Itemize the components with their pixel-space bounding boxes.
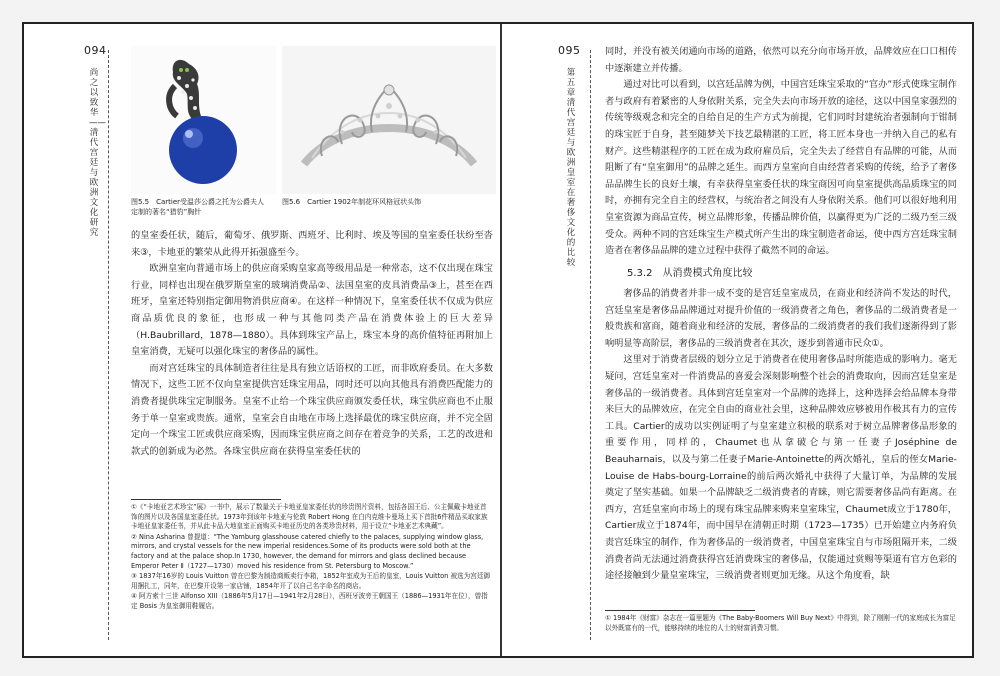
right-body-text-bottom	[605, 286, 957, 604]
right-page-number: 095	[558, 44, 581, 57]
right-running-head: 第五章 清代宫廷与欧洲皇室在奢侈文化的比较	[566, 68, 584, 268]
left-body-text	[131, 228, 493, 496]
left-paragraph: 欧洲皇室向普通市场上的供应商采购皇家高等级用品是一种常态，这不仅出现在珠宝行业，同样也出现在俄罗斯皇室的玻璃消费品②、法国皇室的皮具消费品③上，甚至在西班牙，皇室还特别指定御用物消供应商④。在这样一种情况下，皇室委任状不仅成为供应商品质优良的象征，也形成一种与其他同类产品在消费体验上的巨大差异（H.Baubrillard，1878—1880）。具体到珠宝产品上，珠宝本身的高价值特征再附加上皇室消费，无疑可以强化珠宝的奢侈品的属性。	[131, 263, 493, 358]
figure-5-6-caption: 图5.6 Cartier 1902年制花环风格冠状头饰	[282, 198, 422, 206]
right-paragraph: 奢侈品的消费者并非一成不变的是宫廷皇室成员，在商业和经济尚不发达的时代，宫廷皇室是奢侈品品牌通过对提升价值的一级消费者之角色，奢侈品的二级消费者是一般贵族和富商，随着商业和经济的发展，奢侈品的二级消费者的我们我们逐渐得到了影响明显等高阶层，奢侈品的三级消费者在其次，逐步到普通市民众①。	[605, 288, 957, 349]
left-running-head: 尚之以致华——清代宫廷与欧洲文化研究	[89, 68, 106, 238]
footnote: ① 1984年《财富》杂志在一篇里题为《The Baby-Boomers Will Buy Next》中得到，除了刚刚一代的家庭成长为富足以外既富有的一代，能够持续的地位的人士的财富消费习惯。	[605, 614, 956, 632]
left-paragraph: 而对宫廷珠宝的具体制造者往往是具有独立话语权的工匠，而非欧府委员。在大多数情况下，这些工匠不仅向皇室提供宫廷珠宝用品，同时还可以向其他具有消费匹配能力的消费者提供珠宝定制服务。皇室不止给一个珠宝供应商颁发委任状，珠宝供应商也不止服务于单一皇室或贵族。通常，皇室会自由地在市场上选择最优的珠宝供应商，并不完全固定向一个珠宝工匠或供应商采购，因而珠宝供应商之间存在着竞争的关系，工艺的改进和款式的创新成为必然。各珠宝供应商在获得皇室委任状的	[131, 362, 493, 457]
left-margin-rule	[108, 50, 109, 640]
right-body-text-top	[605, 44, 957, 256]
figure-5-6	[282, 46, 496, 194]
panther-brooch-image	[131, 46, 276, 194]
book-spread	[22, 22, 974, 658]
figure-5-5-caption: 图5.5 Cartier受温莎公爵之托为公爵夫人定制的著名“猎豹”胸针	[131, 198, 265, 216]
right-page	[502, 24, 972, 656]
left-footnote-rule	[131, 499, 281, 500]
left-paragraph: 的皇室委任状，随后，葡萄牙、俄罗斯、西班牙、比利时、埃及等国的皇室委任状纷至沓来③，卡地亚的繁荣从此得开拓强盛至今。	[131, 230, 493, 258]
right-margin-rule	[590, 50, 591, 640]
right-footnotes	[605, 614, 957, 640]
left-page	[24, 24, 500, 656]
figure-row	[131, 46, 499, 194]
section-heading: 5.3.2 从消费模式角度比较	[627, 268, 753, 279]
footnote: ①《“卡地亚艺术珍宝”展》一书中，展示了数量关于卡地亚皇家委任状的珍贵图片资料，包括各国王后、公主佩戴卡地亚首饰的图片以及各国皇室委任状。1973年到该年卡地亚与伦敦 Robert Hong 在白内克维卡曼场上买下首批6件精品买取家族卡地亚皇家委任书，并从此卡品大地皇室正面购买卡地亚历史的各类珍贵材料，用于设立“卡地亚艺术典藏”。	[131, 503, 488, 531]
figure-5-5	[131, 46, 276, 194]
footnote: ④ 阿方索十三世 Alfonso XIII（1886年5月17日—1941年2月28日），西班牙波旁王朝国王（1886—1931年在位），曾指定 Bosis 为皇室御用鞋履店。	[131, 592, 488, 610]
right-paragraph: 通过对比可以看到，以宫廷品牌为例，中国宫廷珠宝采取的“官办”形式使珠宝制作者与政府有着紧密的人身依附关系，完全失去向市场开放的途径，这以中国皇家强烈的传统等级观念和完全的自给自足的生产方式为前提，它们同时封建统治者强制向于钳制的珠宝匠于自身，甚至随梦关下技艺最精湛的工匠，将工匠本身也一并纳入自己的私有财产。这些精湛程序的工匠在成为政府雇员后，完全失去了经营自有品牌的可能，从而阻断了有“皇室御用”的品牌之延生。而西方皇室向自由经营者采购的传统，给予了奢侈品品牌生长的良好土壤，有幸获得皇室委任状的珠宝商因可向皇室提供高品质珠宝的同时，亦拥有完全自主的经营权，与统治者之间没有人身依附关系。他们可以很好地利用皇室资源为商品宣传，树立品牌形象，传播品牌价值，以赢得更为广泛的二级乃至三级受众。两种不同的宫廷珠宝生产模式所产生出的珠宝制造者命运，使中西方宫廷珠宝制造者在奢侈品品牌的建立过程中获得了截然不同的命运。	[605, 79, 957, 256]
left-footnotes	[131, 503, 493, 633]
right-paragraph: 同时，并没有被关闭通向市场的道路，依然可以充分向市场开放，品牌效应在口口相传中逐渐建立并传播。	[605, 46, 957, 74]
tiara-image	[282, 46, 496, 194]
right-footnote-rule	[605, 610, 755, 611]
right-paragraph: 这里对于消费者层级的划分立足于消费者在使用奢侈品时所能造成的影响力。毫无疑问，宫廷皇室对一件消费品的喜爱会深刻影响整个社会的消费取向，因而宫廷皇室是奢侈品的一级消费者。具体到宫廷皇室对一个品牌的选择上，这种选择会给品牌本身带来巨大的品牌效应，在完全自由的商业社会里，这种品牌效应够被用作极其有力的宣传工具。Cartier的成功以实例证明了与皇室建立积极的联系对于树立品牌奢侈品形象的重要作用，同样的，Chaumet也从拿破仑与第一任妻子Joséphine de Beauharnais，以及与第二任妻子Marie-Antoinette的两次婚礼，皇后的侄女Marie-Louise de Habs-bourg-Lorraine的前后两次婚礼中获得了大量订单，为品牌的发展奠定了坚实基础。如果一个品牌缺乏二级消费者的青睐，则它需要奢侈品尚有距离。在西方，宫廷皇室向市场上的现有珠宝品牌来购来皇室珠宝，Chaumet成立于1780年，Cartier成立于1874年，而中国早在清朝正时期（1723—1735）已开始建立内务府负责宫廷珠宝的制作，作为奢侈品的一级消费者，中国皇室珠宝自与市场阻隔开来，二级消费者尚无法通过消费获得宫廷消费珠宝的奢侈品，仅能通过赏赐等渠道有官方色彩的途径接触到少量皇室珠宝，三级消费者则更加无缘。从这个角度看，缺	[605, 354, 957, 582]
footnote: ③ 1837年16岁的 Louis Vuitton 曾在巴黎为制造商贩卖行李箱，1852年室成为王后的皇室，Louis Vuitton 被选为宫廷御用捆扎工，同年，在巴黎开设第一家店铺，1854年开了以自己名字命名的商店。	[131, 572, 491, 590]
footnote: ② Nina Asharina 曾提道：“The Yamburg glasshouse catered chiefly to the palaces, supplying window glass, mirrors, and crystal vessels for the new imperial residences.Some of its products were sold both at the factory and at the palace shop.In 1730, however, the demand for mirrors and glass declined because Emperor Peter Ⅱ（1727—1730）moved his residence from St. Petersburg to Moscow.”	[131, 532, 484, 570]
left-page-number: 094	[84, 44, 107, 57]
